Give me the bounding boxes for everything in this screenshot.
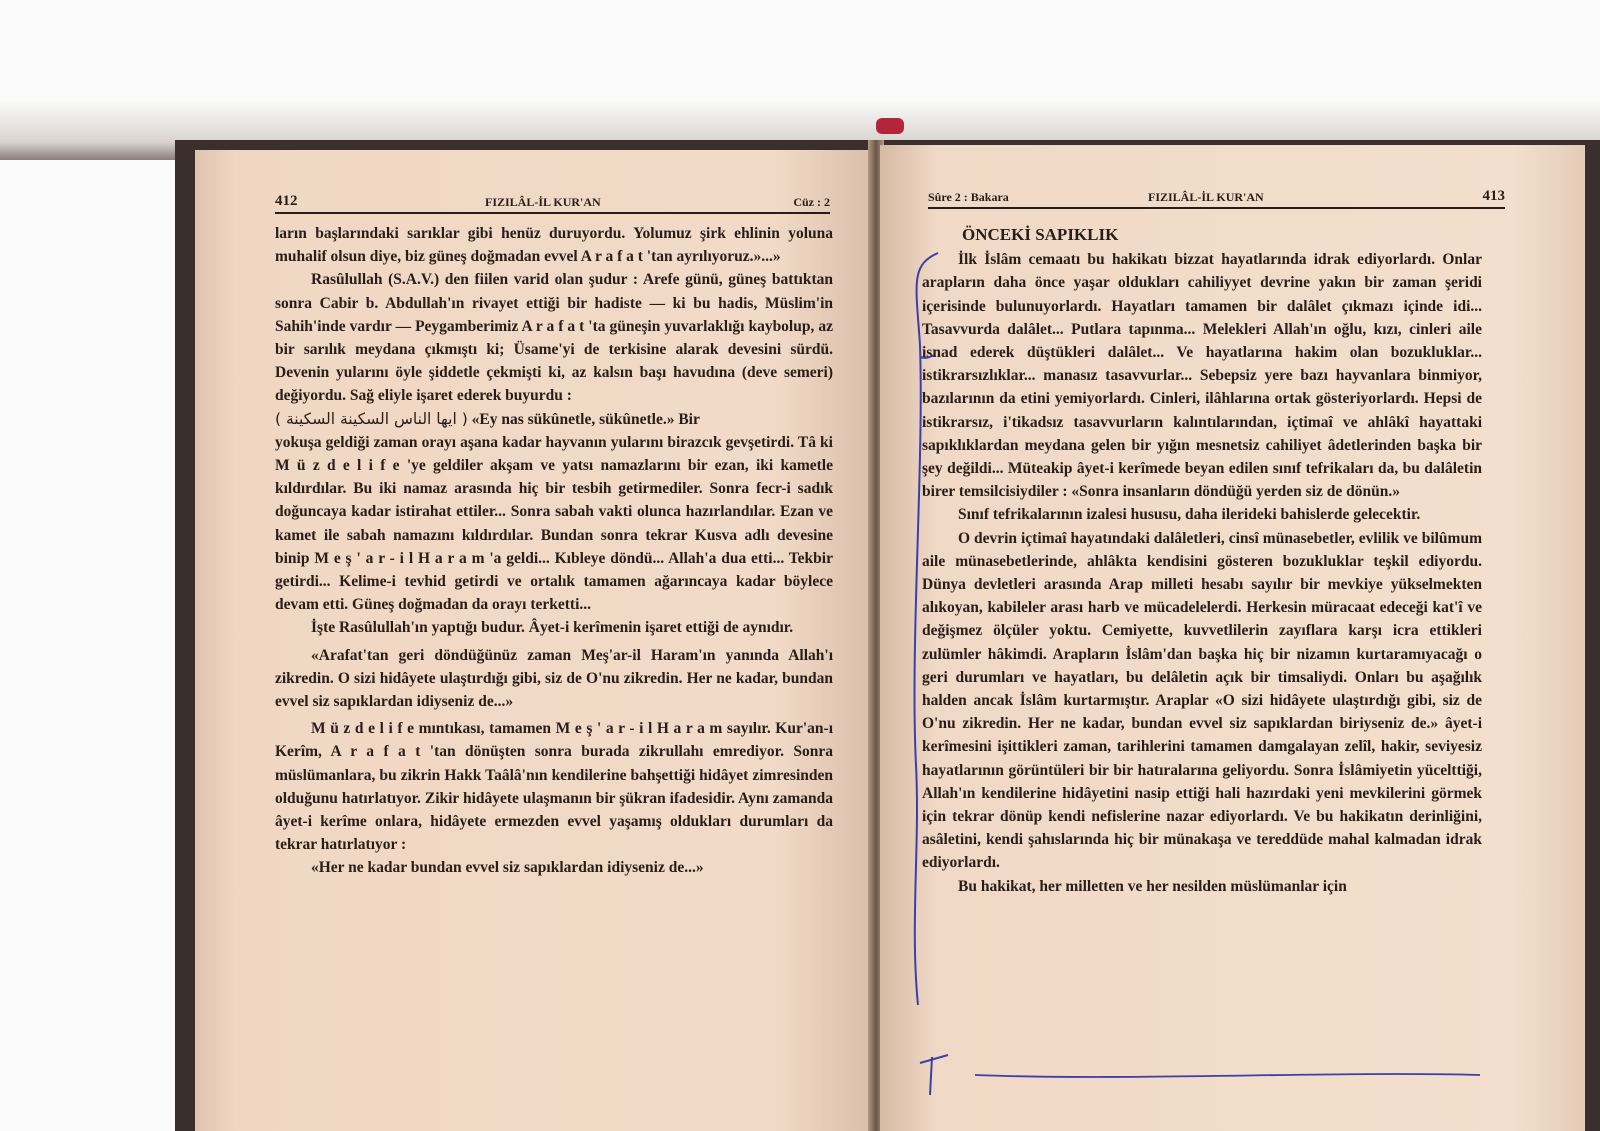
paragraph: Bu hakikat, her milletten ve her nesilden müslümanlar için: [958, 877, 1347, 895]
margin-bracket-line: [914, 253, 938, 1005]
paragraph: Rasûlullah (S.A.V.) den fiilen varid olan şudur : Arefe günü, güneş battıktan sonra Cabir b. Abdullah'ın rivayet ettiği bir hadiste — ki bu hadis, Müslim'in Sahih'inde vardır — Peygamberimiz A r a f a t 'ta güneşin yuvarlaklığı kaybolup, az bir sarılık meydana çıkmıştı ki; Üsame'yi de terkisine alarak devesini sürdü. Devenin yularını öyle şiddetle çekmişti ki, az kalsın başı havudına (deve semeri) değiyordu. Sağ eliyle işaret ederek buyurdu :: [275, 271, 833, 405]
arabic-text: ( ايها الناس السكينة السكينة ): [275, 409, 468, 428]
pen-annotation: [880, 145, 1585, 1131]
paragraph: İlk İslâm cemaatı bu hakikatı bizzat hayatlarında idrak ediyorlardı. Onlar arapların daha önce yaşar oldukları cahiliyyet devrine yakın bir zaman şeridi içerisinde bulunuyorlardı. Hayatları tamamen bir dalâlet çıkmazı içinde idi... Tasavvurda dalâlet... Putlara tapınma... Melekleri Allah'ın oğlu, kızı, cinleri aile isnad ederek düştükleri dalâlet... Ve hayatlarına hakim olan bozukluklar... istikrarsızlıklar... manasız tasavvurlar... Sebepsiz yere bazı hayvanlara binmiyor, bazılarının da etini yemiyorlardı. Cinleri, ilâhlarına ortak gösteriyorlardı. Hepsi de istikrarsız, i'tikadsız tasavvurların kalıntılarından, içtimaî ve ahlâkî hayattaki sapıklıklardan meydana gelen bir yığın mesnetsiz cahiliyet âdetlerinden başka bir şey değildi... Müteakip âyet-i kerîmede beyan edilen sınıf tefrikaları da, bu dalâletin birer temsilcisiydiler : «Sonra insanların döndüğü yerden siz de dönün.»: [922, 251, 1482, 501]
paragraph: İşte Rasûlullah'ın yaptığı budur. Âyet-i kerîmenin işaret ettiği de aynıdır.: [311, 619, 794, 637]
paragraph: Sınıf tefrikalarının izalesi hususu, daha ilerideki bahislerde gelecektir.: [958, 506, 1421, 524]
right-page: [880, 145, 1585, 1131]
running-title: FIZILÂL-İL KUR'AN: [1148, 190, 1264, 204]
quote-text: «Ey nas sükûnetle, sükûnetle.» Bir: [471, 410, 700, 428]
section-heading: ÖNCEKİ SAPIKLIK: [962, 225, 1119, 244]
left-page: [195, 150, 875, 1131]
left-page-header: [275, 192, 830, 214]
arabic-quote-line: [275, 408, 833, 431]
bookmark-ribbon: [876, 118, 904, 134]
page-number: 412: [275, 193, 298, 209]
left-page-body: [275, 222, 833, 880]
margin-bracket-tick: [920, 355, 934, 358]
section-label: Sûre 2 : Bakara: [928, 190, 1009, 204]
page-number: 413: [1482, 188, 1505, 204]
quote-paragraph: «Arafat'tan geri döndüğünüz zaman Meş'ar-il Haram'ın yanında Allah'ı zikredin. O sizi hidâyete ulaştırdığı gibi, siz de O'nu zikredin. Her ne kadar, bundan evvel siz sapıklardan idiyseniz de...»: [275, 646, 833, 711]
quote-paragraph: «Her ne kadar bundan evvel siz sapıklardan idiyseniz de...»: [311, 859, 704, 877]
paragraph: O devrin içtimaî hayatındaki dalâletleri, cinsî münasebetler, evlilik ve bilûmum aile münasebetlerinde, ahlâkta kendisini gösteren bozukluklar teşkil ediyordu. Dünya devletleri arasında Arap milleti hesabı sayılır bir mevkiye yükselmekten alıkoyan, kabileler arası harb ve mücadelelerdi. Herkesin müracaat edeceği kat'î ve değişmez ölçüler yoktu. Cemiyette, kuvvetlilerin zayıflara karşı icra ettikleri zulümler hâkimdi. Arapların İslâm'dan başka hiç bir nizamın kurtaramıyacağı o geri durumları ve hayatları, bu delâletin açık bir timsaliydi. Onları bu aşağılık halden ancak İslâm kurtarmıştır. Araplar «O sizi hidâyete ulaştırdığı gibi, siz de O'nu zikredin. Her ne kadar, bundan evvel siz sapıklardan biriyseniz de.» âyet-i kerîmesini işittikleri zaman, tarihlerini tamamen damgalayan zelîl, hakir, seviyesiz hayatlarının görüntüleri bir bir hatıralarına geliyordu. Sonra İslâmiyetin yücelttiği, Allah'ın kendilerine hidâyetini nasip ettiği hali hazırdaki yeni mevkilerini görmek için tekrar dönüp kendi nefislerine nazar ediyorlardı. Ve bu hakikatın derinliğini, asâletini, kendi şahıslarında hiç bir münakaşa ve tereddüde mahal kalmadan idrak ediyorlardı.: [922, 529, 1482, 872]
paragraph: M ü z d e l i f e mıntıkası, tamamen M e ş ' a r - i l H a r a m sayılır. Kur'an-ı Kerîm, A r a f a t 'tan dönüşten sonra burada zikrullahı emrediyor. Sonra müslümanlara, bu zikrin Hakk Taâlâ'nın kendilerine bahşettiği hidâyet zimresinden olduğunu hatırlatıyor. Zikir hidâyete ulaşmanın bir şükran ifadesidir. Aynı zamanda âyet-i kerîme onlara, hidâyete ermezden evvel yaşamış oldukları durumları da tekrar hatırlatıyor :: [275, 720, 833, 854]
paragraph: ların başlarındaki sarıklar gibi henüz duruyordu. Yolumuz şirk ehlinin yoluna muhalif olsun diye, biz güneş doğmadan evvel A r a f a t 'tan ayrılıyoruz.»...»: [275, 225, 833, 266]
margin-mark: [920, 1055, 948, 1095]
paragraph: yokuşa geldiği zaman orayı aşana kadar hayvanın yularını birazcık gevşetirdi. Tâ ki M ü z d e l i f e 'ye geldiler akşam ve yatsı namazlarını bir ezan, iki kametle kıldırdılar. Bu iki namaz arasında hiç bir tesbih getirmediler. Sonra fecr-i sadık doğuncaya kadar istirahat ettiler... Sonra sabah vakti olunca hazırlandılar. Ezan ve kamet ile sabah namazını kıldırdılar. Bundan sonra tekrar Kusva adlı devesine binip M e ş ' a r - i l H a r a m 'a geldi... Kıbleye döndü... Allah'a dua etti... Tekbir getirdi... Kelime-i tevhid getirdi ve ortalık tamamen ağarıncaya kadar böylece devam etti. Güneş doğmadan da orayı terketti...: [275, 433, 833, 614]
section-label: Cüz : 2: [793, 195, 830, 209]
running-title: FIZILÂL-İL KUR'AN: [485, 195, 601, 209]
underline-stroke: [975, 1074, 1480, 1077]
